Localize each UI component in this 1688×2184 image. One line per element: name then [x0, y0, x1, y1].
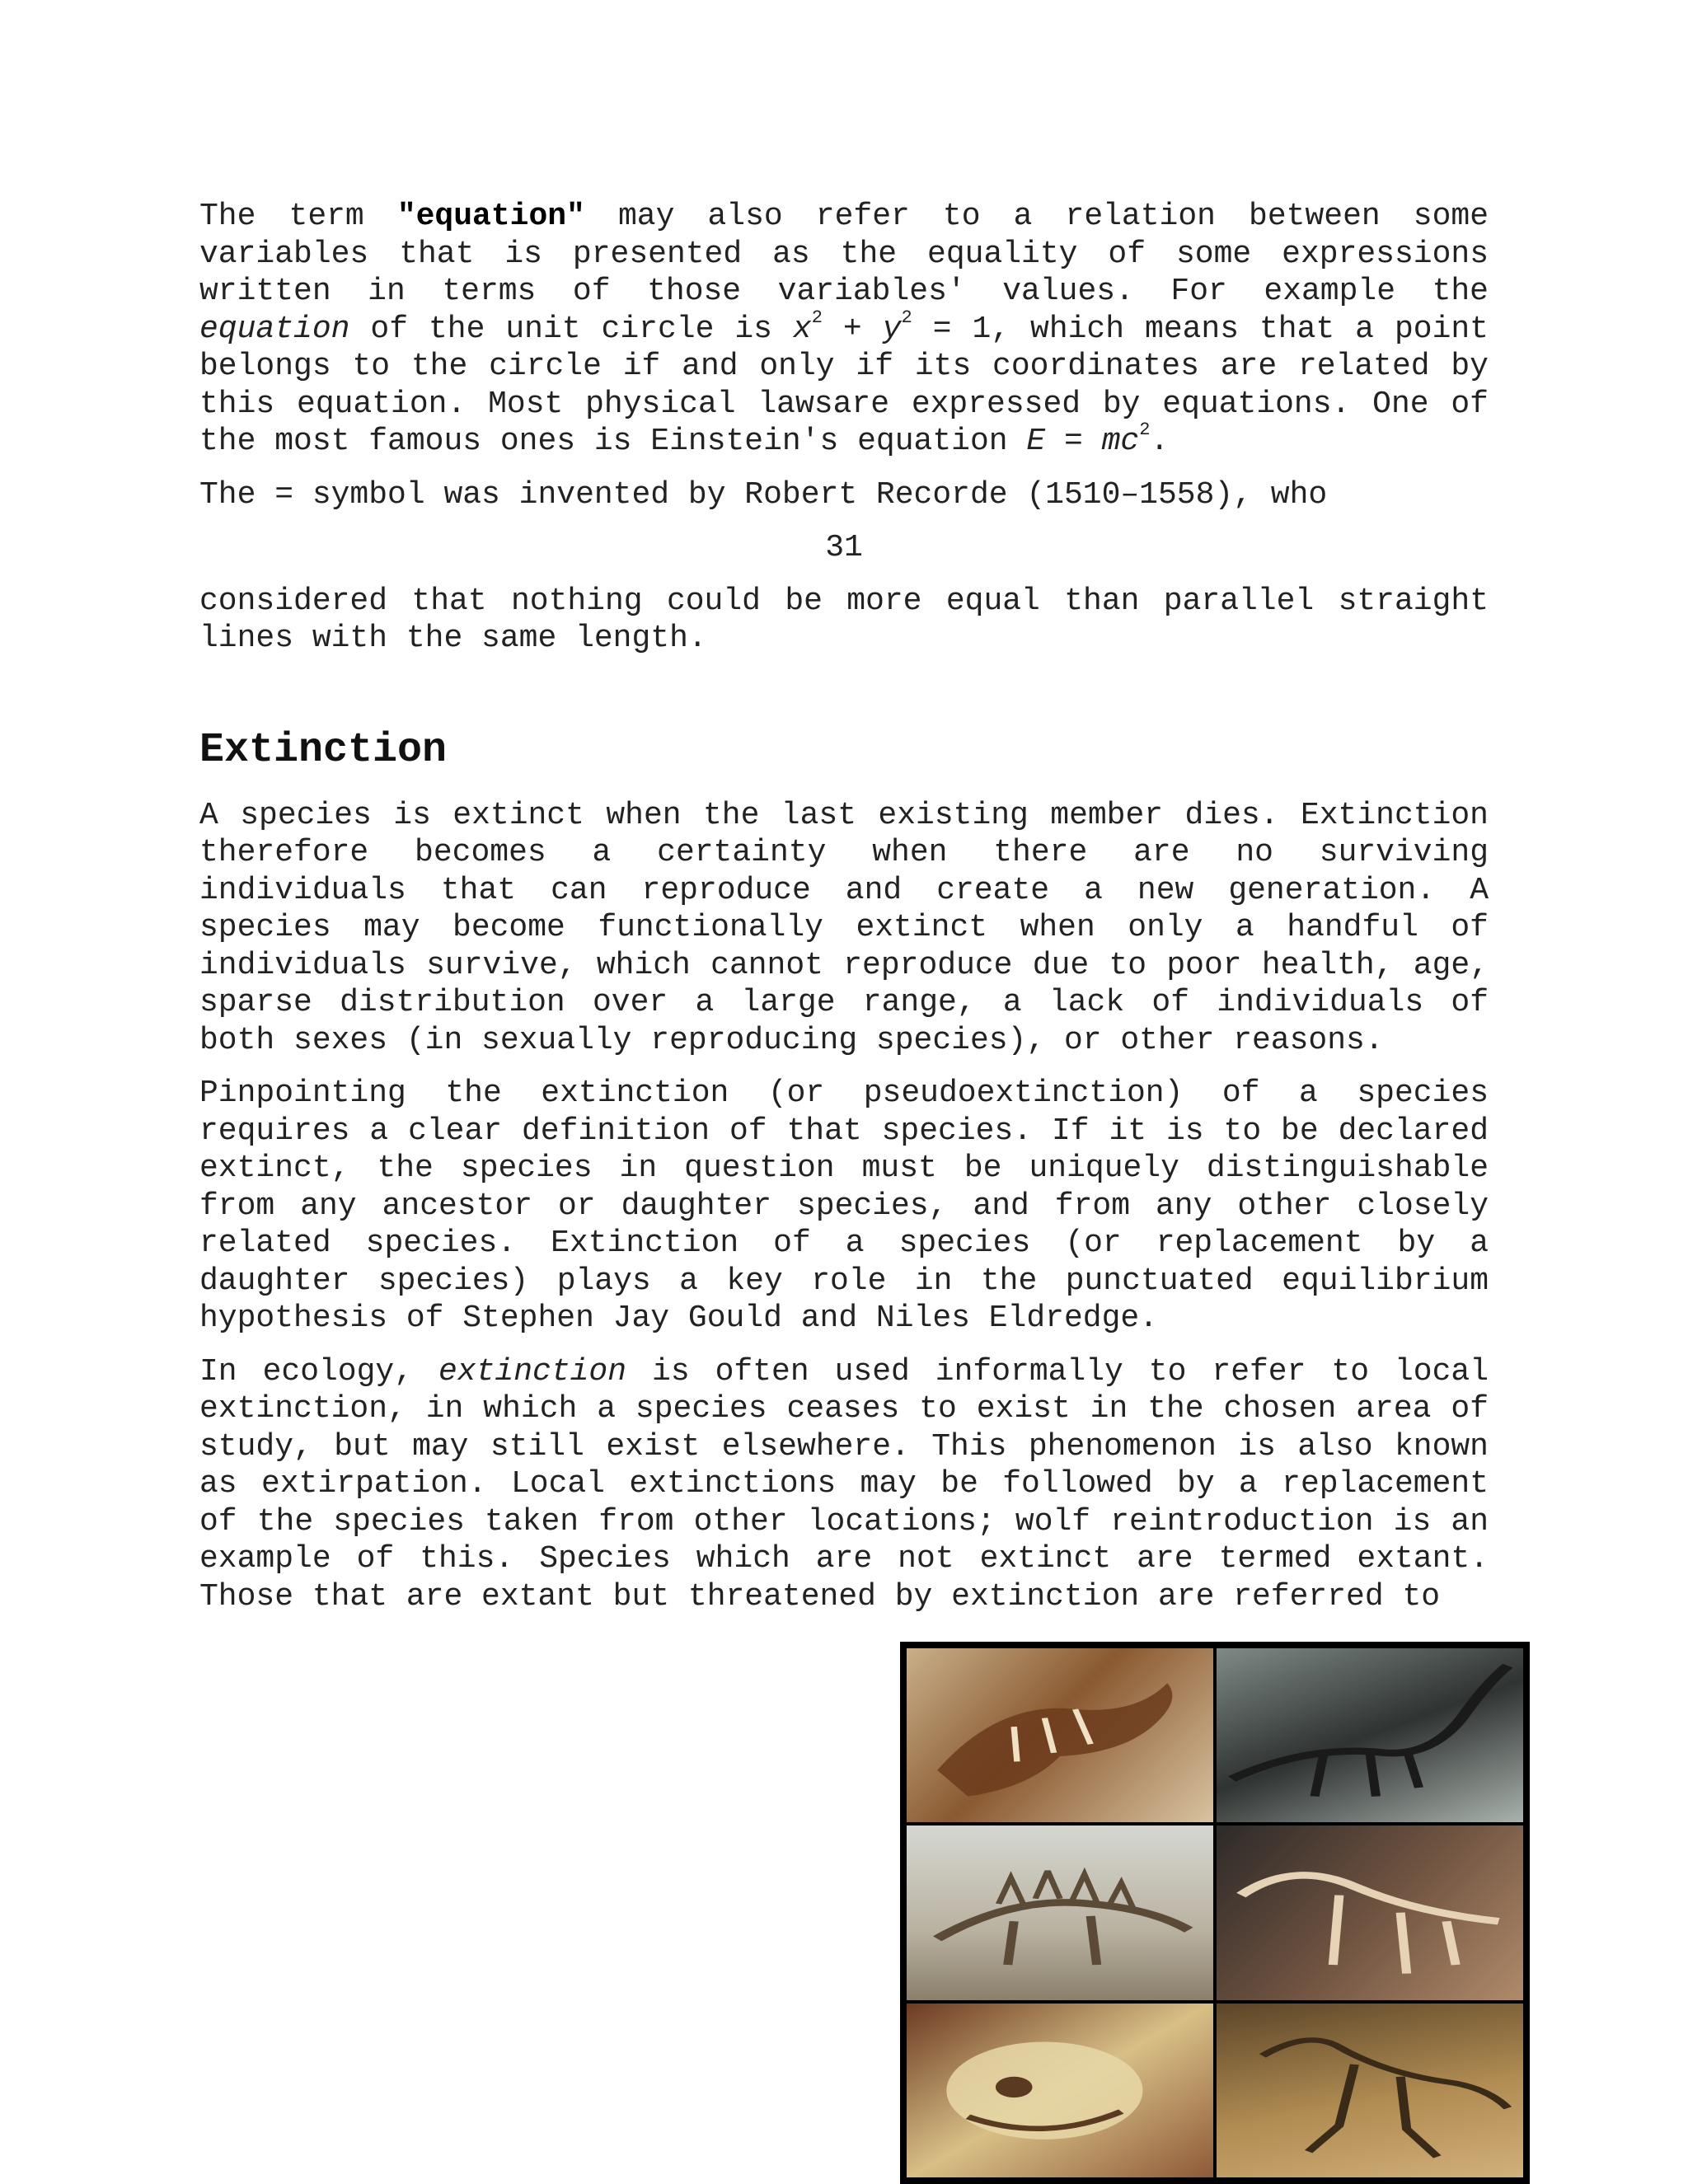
dinosaur-photo: [907, 1825, 1213, 1999]
math-variable: y: [882, 311, 902, 347]
exponent: 2: [1139, 419, 1151, 441]
dinosaur-photo: [1217, 1648, 1523, 1822]
text-run: is often used informally to refer to local extinction, in which a species ceases to exist in the chosen area of study, but may still exist elsewhere. This phenomenon is also known as extirpation. Local extinctions may be followed by a replacement of the species taken from other locations; wolf reintroduction is an example of this. Species which are not extinct are termed extant. Those that are extant but threatened by extinction are referred to: [199, 1353, 1489, 1615]
dinosaur-collage-figure: [900, 1642, 1530, 2184]
text-run: The term: [199, 199, 397, 234]
dinosaur-skeleton-icon: [907, 1648, 1213, 1822]
dinosaur-photo: [907, 2004, 1213, 2177]
dinosaur-photo: [1217, 1825, 1523, 1999]
bold-term: "equation": [396, 199, 585, 234]
exponent: 2: [901, 307, 912, 328]
paragraph-local-extinction: [199, 1353, 1489, 1616]
text-run: .: [1150, 424, 1170, 459]
text-run: =: [1045, 424, 1102, 459]
text-run: may also refer to a relation between some variables that is presented as the equality of some expressions written in terms of those variables' values. For example the: [199, 199, 1489, 309]
paragraph-equation-definition: [199, 198, 1489, 461]
paragraph-pseudoextinction: Pinpointing the extinction (or pseudoextinction) of a species requires a clear definition of that species. If it is to be declared extinct, the species in question must be uniquely distinguishable from any ancestor or daughter species, and from any other closely related species. Extinction of a species (or replacement by a daughter species) plays a key role in the punctuated equilibrium hypothesis of Stephen Jay Gould and Niles Eldredge.: [199, 1076, 1489, 1336]
paragraph-extinction-definition: A species is extinct when the last existing member dies. Extinction therefore becomes a certainty when there are no surviving individuals that can reproduce and create a new generation. A species may become functionally extinct when only a handful of individuals survive, which cannot reproduce due to poor health, age, sparse distribution over a large range, a lack of individuals of both sexes (in sexually reproducing species), or other reasons.: [199, 797, 1489, 1058]
page-number: 31: [825, 530, 863, 565]
dinosaur-photo: [1217, 2004, 1523, 2177]
dinosaur-skeleton-icon: [907, 1825, 1213, 1999]
exponent: 2: [811, 307, 823, 328]
math-variable: x: [792, 311, 812, 347]
document-page: [199, 198, 1489, 1631]
paragraph-recorde-continued: considered that nothing could be more equal than parallel straight lines with the same length.: [199, 583, 1489, 656]
italic-term: extinction: [438, 1353, 627, 1390]
dinosaur-photo: [907, 1648, 1213, 1822]
dinosaur-skeleton-icon: [1217, 1825, 1523, 1999]
paragraph-recorde: The = symbol was invented by Robert Recorde (1510–1558), who: [199, 476, 1328, 513]
section-heading-extinction: Extinction: [199, 726, 448, 774]
text-run: of the unit circle is: [349, 311, 793, 347]
math-variable: E: [1026, 424, 1046, 459]
text-run: In ecology,: [199, 1353, 438, 1390]
dinosaur-skeleton-icon: [1217, 2004, 1523, 2177]
dinosaur-skeleton-icon: [1217, 1648, 1523, 1822]
math-variable: mc: [1101, 424, 1140, 459]
text-run: +: [822, 311, 883, 347]
text-run: = 1, which means that a point belongs to the circle if and only if its coordinates are related by this equation. Most physical lawsare expressed by equations. One of the most famous ones is Einstein's equation: [199, 311, 1489, 459]
dinosaur-skeleton-icon: [907, 2004, 1213, 2177]
italic-term: equation: [199, 311, 350, 347]
